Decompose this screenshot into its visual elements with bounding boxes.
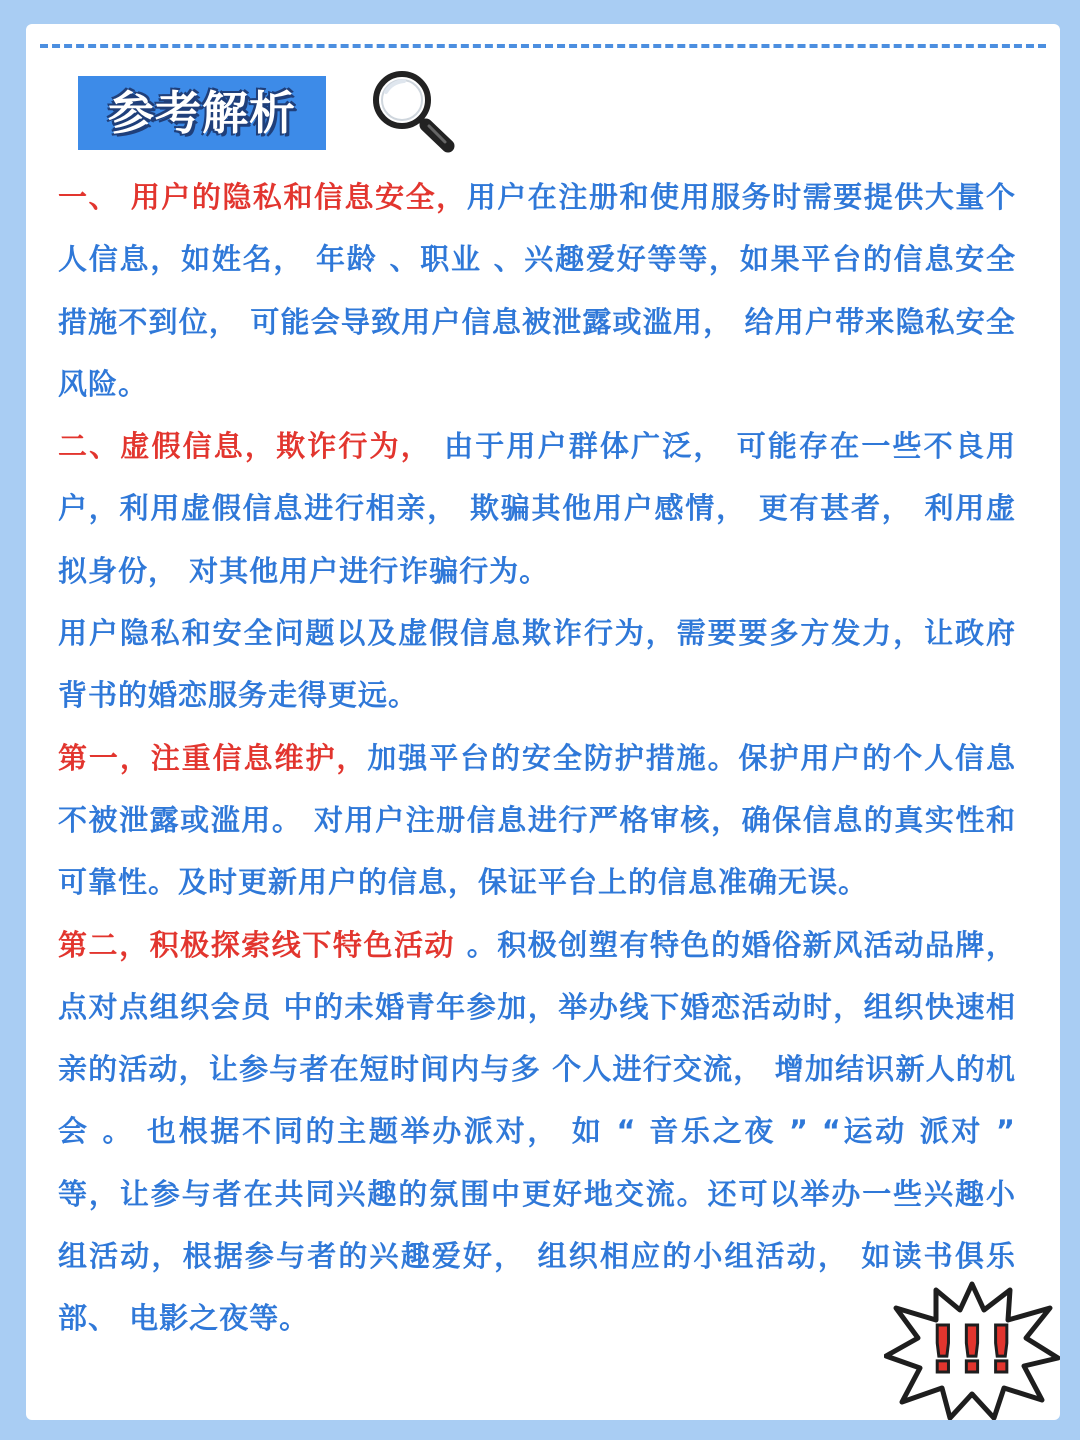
paragraph-1-highlight: 一、 用户的隐私和信息安全， <box>58 180 467 214</box>
paragraph-1-body: 用户在注册和使用服务时需要提供大量个人信息，如姓名， 年龄 、职业 、兴趣爱好等等，如果平台的信息安全措施不到位， 可能会导致用户信息被泄露或滥用， 给用户带来隐私安全风险。 <box>58 180 1016 401</box>
paragraph-5-highlight: 第二，积极探索线下特色活动 <box>58 927 456 962</box>
title-badge <box>78 76 326 150</box>
paragraph-5-body: 。积极创塑有特色的婚俗新风活动品牌，点对点组织会员 中的未婚青年参加，举办线下婚恋活动时，组织快速相亲的活动，让参与者在短时间内与多 个人进行交流， 增加结识新人的机会 。 也根据不同的主题举办派对， 如 “ 音乐之夜 ” “运动 派对 ” 等，让参与者在共同兴趣的氛围中更好地交流。还可以举办一些兴趣小组活动，根据参与者的兴趣爱好， 组织相应的小组活动， 如读书俱乐部、 电影之夜等。 <box>58 927 1016 1336</box>
content-card <box>26 24 1060 1420</box>
page-title: 参考解析 <box>108 86 296 140</box>
paragraph-2 <box>58 415 1016 602</box>
paragraph-4 <box>58 727 1016 914</box>
paragraph-2-highlight: 二、虚假信息，欺诈行为， <box>58 429 432 464</box>
paragraph-3 <box>58 602 1016 727</box>
exclamation-burst-icon <box>884 1280 1060 1420</box>
dashed-divider <box>40 44 1046 48</box>
paragraph-1 <box>58 166 1016 415</box>
burst-text: !!! <box>928 1314 1016 1388</box>
paragraph-2-body: 由于用户群体广泛， 可能存在一些不良用户，利用虚假信息进行相亲， 欺骗其他用户感情， 更有甚者， 利用虚拟身份， 对其他用户进行诈骗行为。 <box>58 429 1016 588</box>
paragraph-5 <box>58 914 1016 1350</box>
analysis-content <box>58 166 1016 1350</box>
paragraph-4-body: 加强平台的安全防护措施。保护用户的个人信息不被泄露或滥用。 对用户注册信息进行严格审核，确保信息的真实性和可靠性。及时更新用户的信息，保证平台上的信息准确无误。 <box>58 740 1016 900</box>
magnifier-icon <box>366 66 458 154</box>
paragraph-4-highlight: 第一，注重信息维护， <box>58 740 368 775</box>
paragraph-3-body: 用户隐私和安全问题以及虚假信息欺诈行为，需要要多方发力，让政府背书的婚恋服务走得更远。 <box>58 616 1016 713</box>
